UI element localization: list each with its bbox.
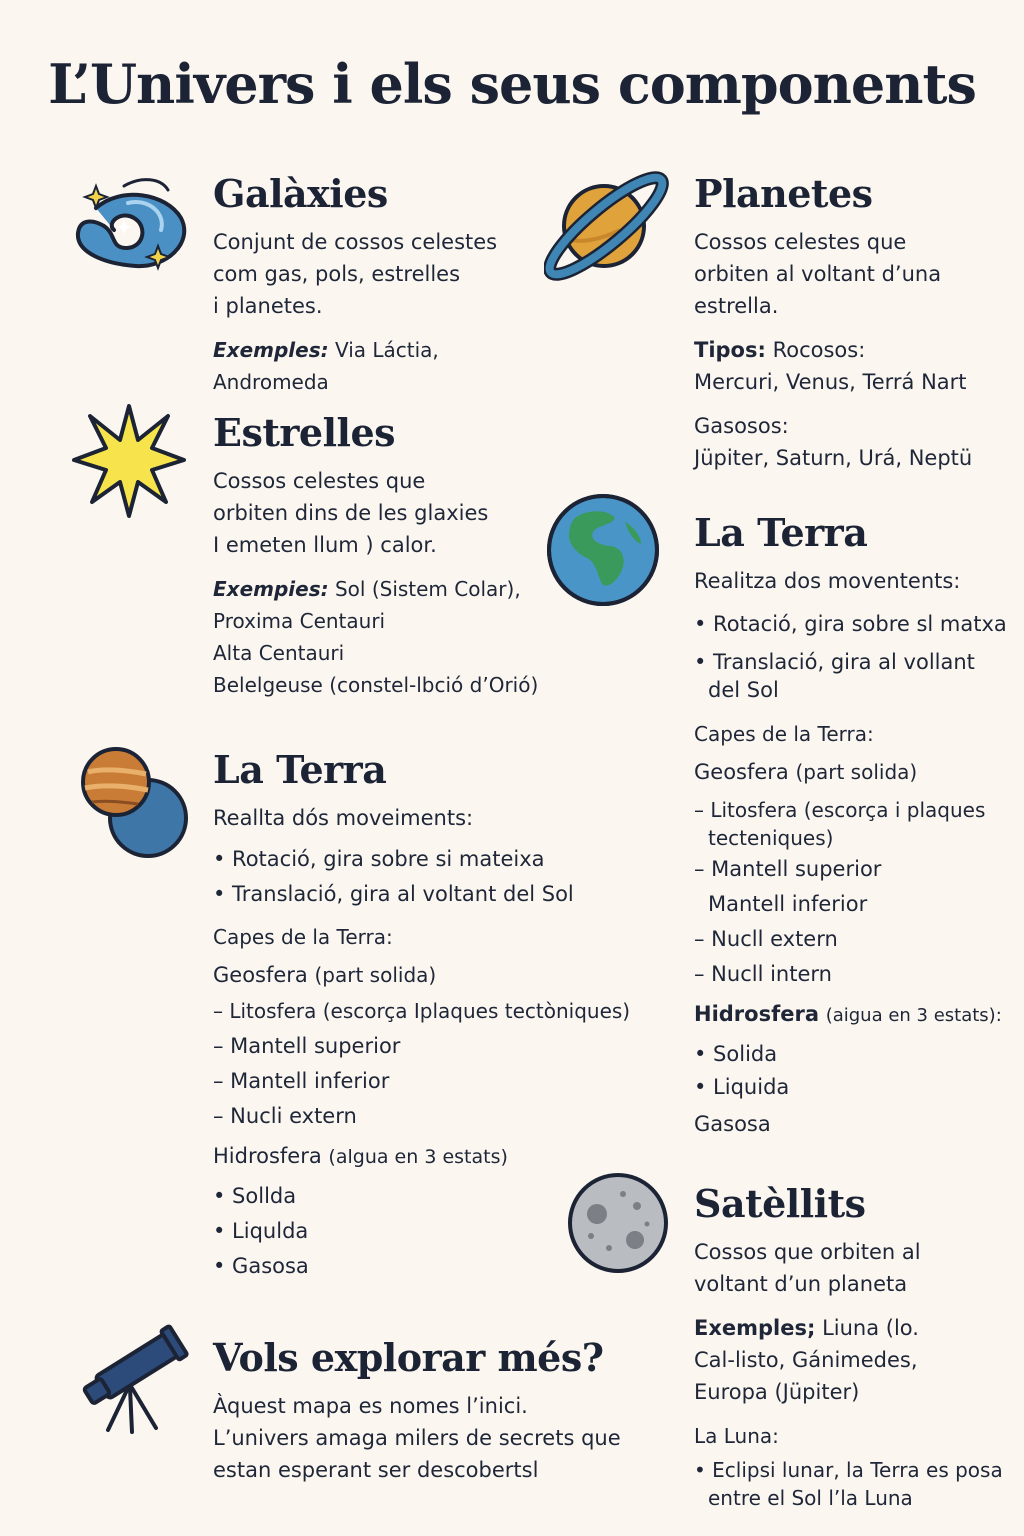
moon-item-cont: entre el Sol l’la Luna <box>708 1485 913 1510</box>
hydrosphere-note: (aigua en 3 estats): <box>825 1004 1002 1026</box>
layers-title: Capes de la Terra: <box>213 924 393 949</box>
geo-item-cont: tecteniques) <box>708 825 834 850</box>
geosphere-note: (part solida) <box>795 759 918 784</box>
earth-icon <box>545 492 661 608</box>
earth-right-intro: Realitza dos moventents: <box>694 568 961 593</box>
planets-section <box>694 172 1014 474</box>
geo-item: – Mantell superior <box>213 1033 401 1058</box>
planets-icon <box>80 742 192 862</box>
stars-desc-line: orbiten dins de les glaxies <box>213 500 489 525</box>
stars-desc-line: Cossos celestes que <box>213 468 426 493</box>
examples-text: Via Láctia, Andromeda <box>213 337 439 394</box>
galaxies-section <box>213 172 553 398</box>
hidro-item: • Solida <box>694 1041 778 1066</box>
geo-item: – Nucll intern <box>694 961 832 986</box>
stars-example-line: Alta Centauri <box>213 640 345 665</box>
geo-item: – Nucll extern <box>694 926 838 951</box>
saturn-icon <box>544 160 672 288</box>
stars-section <box>213 411 553 701</box>
examples-label: Exemples; <box>694 1315 816 1340</box>
geosphere-line <box>694 754 1014 790</box>
types-label: Tipos: <box>694 337 766 362</box>
geo-item: – Nucli extern <box>213 1103 357 1128</box>
galaxies-heading: Galàxies <box>213 171 388 216</box>
telescope-icon <box>72 1318 192 1436</box>
geo-item: – Litosfera (escorça i plaques <box>694 797 986 822</box>
examples-text: Sol (Sistem Colar), <box>334 576 521 601</box>
hidro-item: • Sollda <box>213 1183 297 1208</box>
page-title: L’Univers i els seus components <box>48 52 976 116</box>
geosphere-note: (part solida) <box>314 962 437 987</box>
stars-example-line: Proxima Centauri <box>213 608 386 633</box>
moon-item: • Eclipsi lunar, la Terra es posa <box>694 1457 1003 1482</box>
stars-example-line: Belelgeuse (constel-lbció d’Orió) <box>213 672 539 697</box>
satellites-example-line: Cal-listo, Gánimedes, <box>694 1347 918 1372</box>
earth-right-section <box>694 511 1014 1144</box>
move-item: • Rotació, gira sobre si mateixa <box>213 846 545 871</box>
gas-label: Gasosos: <box>694 413 789 438</box>
hidro-item: • Liquida <box>694 1074 790 1099</box>
hidro-item: • Liqulda <box>213 1218 309 1243</box>
planets-desc-line: orbiten al voltant d’una <box>694 261 942 286</box>
planets-types <box>694 334 1014 366</box>
satellites-examples <box>694 1312 1014 1344</box>
move-item-cont: del Sol <box>708 677 779 702</box>
moon-title: La Luna: <box>694 1423 779 1448</box>
hydrosphere-note: (algua en 3 estats) <box>328 1145 508 1168</box>
stars-heading: Estrelles <box>213 410 396 455</box>
explore-line: Àquest mapa es nomes l’inici. <box>213 1393 528 1418</box>
galaxies-desc-line: i planetes. <box>213 293 323 318</box>
satellites-example-line: Europa (Jüpiter) <box>694 1379 860 1404</box>
move-item: • Translació, gira al voltant del Sol <box>213 881 574 906</box>
galaxy-icon <box>66 168 196 293</box>
explore-heading: Vols explorar més? <box>213 1335 604 1380</box>
satellites-desc-line: Cossos que orbiten al <box>694 1239 921 1264</box>
types-first: Rocosos: <box>772 337 866 362</box>
move-item: • Translació, gira al vollant <box>694 649 975 674</box>
planets-desc-line: Cossos celestes que <box>694 229 907 254</box>
hydrosphere-line <box>213 1134 633 1179</box>
hidro-item: Gasosa <box>694 1111 771 1136</box>
planets-desc-line: estrella. <box>694 293 779 318</box>
explore-section <box>213 1336 633 1486</box>
gas-planets: Jüpiter, Saturn, Urá, Neptü <box>694 445 973 470</box>
hydrosphere-label: Hidrosfera <box>213 1143 322 1168</box>
galaxies-desc-line: com gas, pols, estrelles <box>213 261 461 286</box>
geo-item: Mantell inferior <box>708 891 868 916</box>
examples-label: Exempies: <box>213 576 329 601</box>
galaxies-desc-line: Conjunt de cossos celestes <box>213 229 498 254</box>
stars-desc-line: I emeten llum ) calor. <box>213 532 437 557</box>
geo-item: – Litosfera (escorça Iplaques tectòniques) <box>213 998 631 1023</box>
rocky-planets: Mercuri, Venus, Terrá Nart <box>694 369 967 394</box>
earth-left-section <box>213 748 633 1284</box>
earth-left-heading: La Terra <box>213 747 387 792</box>
satellites-desc-line: voltant d’un planeta <box>694 1271 908 1296</box>
examples-label: Exemples: <box>213 337 329 362</box>
galaxies-examples <box>213 334 553 398</box>
earth-right-heading: La Terra <box>694 510 868 555</box>
satellites-heading: Satèllits <box>694 1181 866 1226</box>
earth-left-intro: Reallta dós moveiments: <box>213 805 474 830</box>
layers-title: Capes de la Terra: <box>694 721 874 746</box>
geosphere-label: Geosfera <box>213 962 308 987</box>
explore-line: estan esperant ser descobertsl <box>213 1457 539 1482</box>
explore-line: L’univers amaga milers de secrets que <box>213 1425 621 1450</box>
geo-item: – Mantell inferior <box>213 1068 390 1093</box>
geosphere-label: Geosfera <box>694 759 789 784</box>
planets-heading: Planetes <box>694 171 873 216</box>
hydrosphere-line <box>694 992 1014 1038</box>
star-icon <box>70 402 188 520</box>
stars-examples <box>213 573 553 605</box>
geo-item: – Mantell superior <box>694 856 882 881</box>
hidro-item: • Gasosa <box>213 1253 309 1278</box>
hydrosphere-label: Hidrosfera <box>694 1001 819 1026</box>
move-item: • Rotació, gira sobre sl matxa <box>694 611 1007 636</box>
geosphere-line <box>213 956 633 994</box>
satellites-section <box>694 1182 1014 1512</box>
examples-text: Liuna (lo. <box>822 1315 919 1340</box>
